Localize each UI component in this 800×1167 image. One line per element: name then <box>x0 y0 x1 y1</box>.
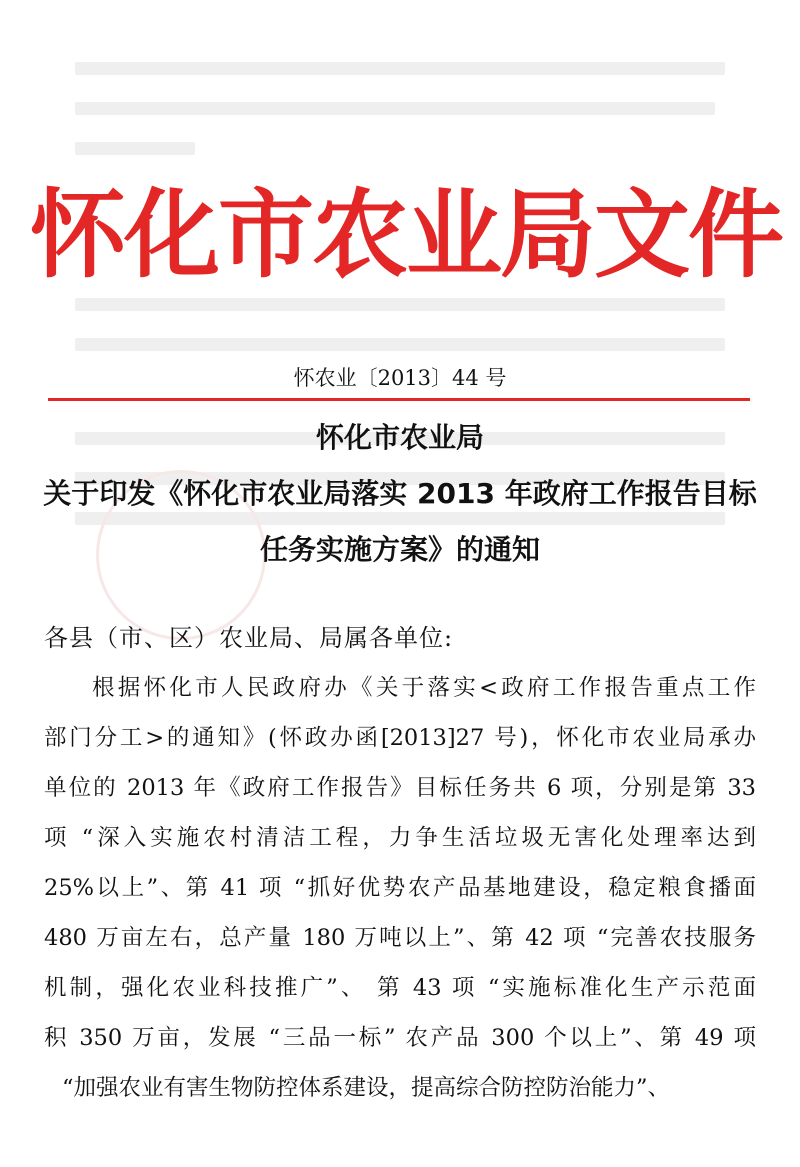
paragraph-line: 25%以上”、第 41 项 “抓好优势农产品基地建设，稳定粮食播面 <box>44 875 756 901</box>
paragraph-line: “加强农业有害生物防控体系建设，提高综合防控防治能力”、 <box>62 1075 671 1101</box>
paragraph-line: 机制，强化农业科技推广”、 第 43 项 “实施标准化生产示范面 <box>44 975 756 1001</box>
salutation: 各县（市、区）农业局、局属各单位: <box>44 624 454 652</box>
title-line-1: 怀化市农业局 <box>315 421 484 454</box>
show-through-line <box>75 142 195 155</box>
paragraph-line: 积 350 万亩，发展 “三品一标” 农产品 300 个以上”、第 49 项 <box>44 1025 756 1051</box>
paragraph-line: 单位的 2013 年《政府工作报告》目标任务共 6 项，分别是第 33 <box>44 775 756 801</box>
masthead-divider <box>48 398 750 401</box>
show-through-line <box>75 62 725 75</box>
show-through-line <box>75 102 715 115</box>
document-number: 怀农业〔2013〕44 号 <box>293 366 507 390</box>
document-masthead: 怀化市农业局文件 <box>30 179 782 291</box>
show-through-line <box>75 338 725 351</box>
paragraph-line: 480 万亩左右，总产量 180 万吨以上”、第 42 项 “完善农技服务 <box>44 925 756 951</box>
paragraph-line: 部门分工>的通知》(怀政办函[2013]27 号)，怀化市农业局承办 <box>44 725 756 751</box>
paragraph-line: 项 “深入实施农村清洁工程，力争生活垃圾无害化处理率达到 <box>44 825 756 851</box>
title-line-2: 关于印发《怀化市农业局落实 2013 年政府工作报告目标 <box>43 477 757 510</box>
paragraph-line: 根据怀化市人民政府办《关于落实<政府工作报告重点工作 <box>92 675 756 701</box>
title-line-3: 任务实施方案》的通知 <box>259 533 540 566</box>
